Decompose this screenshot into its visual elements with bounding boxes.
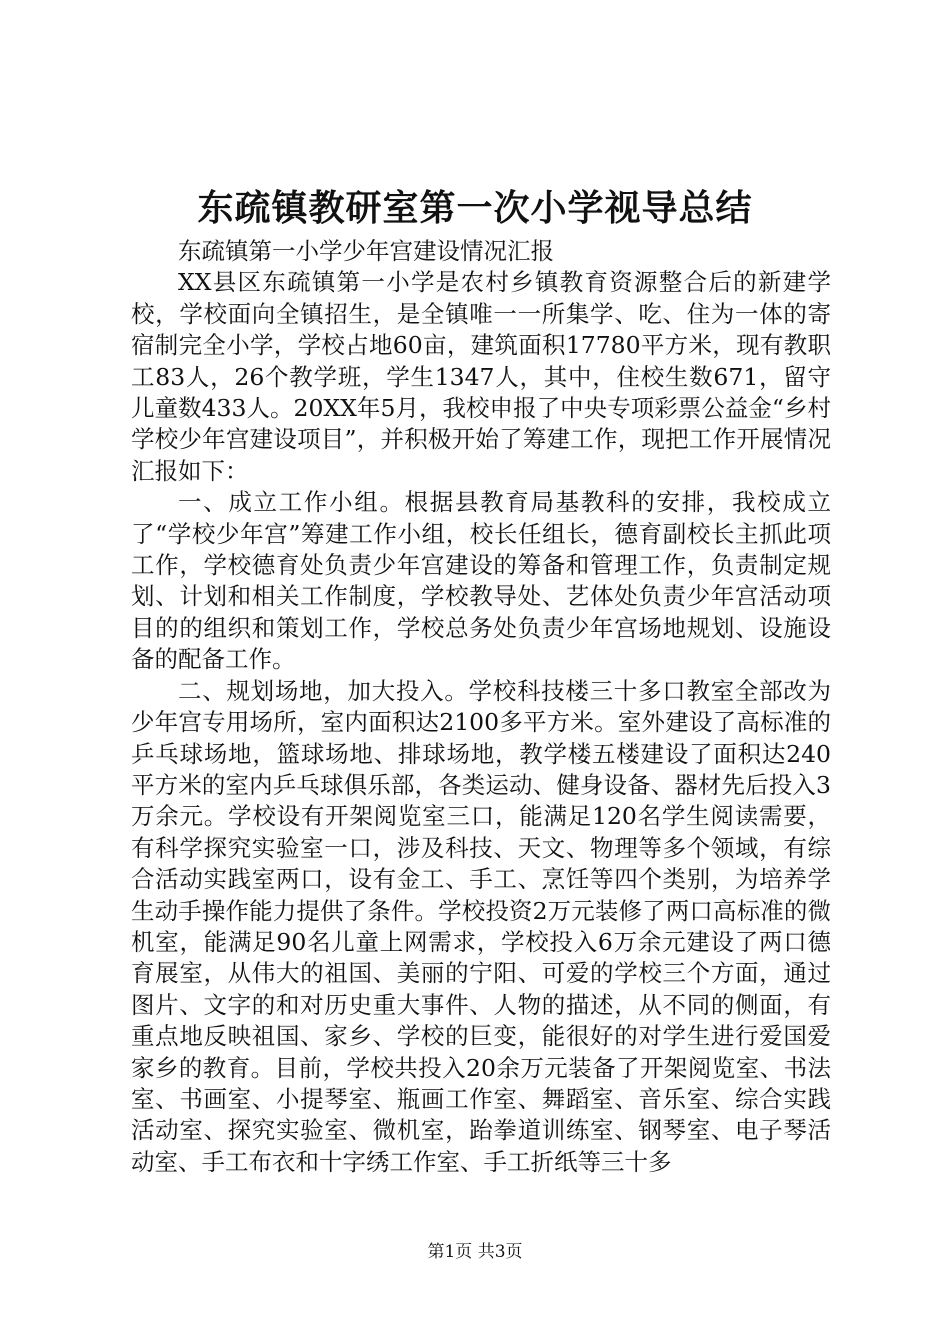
section-one-paragraph: 一、成立工作小组。根据县教育局基教科的安排，我校成立了“学校少年宫”筹建工作小组，校长任组长，德育副校长主抓此项工作，学校德育处负责少年宫建设的筹备和管理工作，负责制定规划、计划和相关工作制度，学校教导处、艺体处负责少年宫活动项目的的组织和策划工作，学校总务处负责少年宫场地规划、设施设备的配备工作。 [131,488,831,674]
page-number-footer: 第1页 共3页 [427,1242,523,1262]
document-body [131,236,831,1178]
intro-paragraph: XX县区东疏镇第一小学是农村乡镇教育资源整合后的新建学校，学校面向全镇招生，是全镇唯一一所集学、吃、住为一体的寄宿制完全小学，学校占地60亩，建筑面积17780平方米，现有教职工83人，26个教学班，学生1347人，其中，住校生数671，留守儿童数433人。20XX年5月，我校申报了中央专项彩票公益金“乡村学校少年宫建设项目”，并积极开始了筹建工作，现把工作开展情况汇报如下： [131,268,831,485]
subtitle-paragraph: 东疏镇第一小学少年宫建设情况汇报 [178,237,554,265]
document-title: 东疏镇教研室第一次小学视导总结 [197,187,753,229]
section-two-paragraph: 二、规划场地，加大投入。学校科技楼三十多口教室全部改为少年宫专用场所，室内面积达2100多平方米。室外建设了高标准的乒乓球场地，篮球场地、排球场地，教学楼五楼建设了面积达240平方米的室内乒乓球俱乐部，各类运动、健身设备、器材先后投入3万余元。学校设有开架阅览室三口，能满足120名学生阅读需要，有科学探究实验室一口，涉及科技、天文、物理等多个领域，有综合活动实践室两口，设有金工、手工、烹饪等四个类别，为培养学生动手操作能力提供了条件。学校投资2万元装修了两口高标准的微机室，能满足90名儿童上网需求，学校投入6万余元建设了两口德育展室，从伟大的祖国、美丽的宁阳、可爱的学校三个方面，通过图片、文字的和对历史重大事件、人物的描述，从不同的侧面，有重点地反映祖国、家乡、学校的巨变，能很好的对学生进行爱国爱家乡的教育。目前，学校共投入20余万元装备了开架阅览室、书法室、书画室、小提琴室、瓶画工作室、舞蹈室、音乐室、综合实践活动室、探究实验室、微机室，跆拳道训练室、钢琴室、电子琴活动室、手工布衣和十字绣工作室、手工折纸等三十多 [131,676,831,1176]
